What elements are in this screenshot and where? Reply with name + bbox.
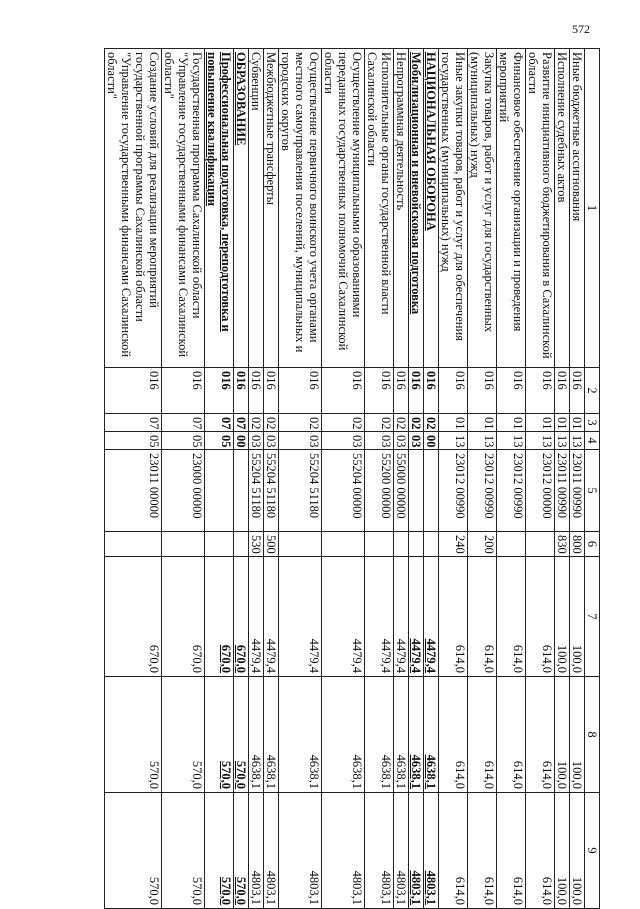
table-row xyxy=(264,49,279,909)
table-row xyxy=(555,49,570,909)
amount-year3-cell: 4803,1 xyxy=(424,793,439,909)
target-article-cell xyxy=(234,450,249,532)
amount-year2-cell: 4638,1 xyxy=(322,677,365,793)
amount-year3-cell: 570,0 xyxy=(105,793,162,909)
amount-year2-cell: 570,0 xyxy=(234,677,249,793)
subsection-cell: 03 xyxy=(365,432,394,450)
expense-type-cell: 530 xyxy=(249,532,264,557)
row-name-cell: Исполнительные органы государственной власти Сахалинской области xyxy=(365,49,394,368)
table-row xyxy=(365,49,394,909)
expense-type-cell xyxy=(162,532,205,557)
row-name-cell: Непрограммная деятельность xyxy=(394,49,409,368)
gov-code-cell: 016 xyxy=(555,368,570,414)
header-cell: 9 xyxy=(585,793,600,909)
row-name-cell: Мобилизационная и вневойсковая подготовка xyxy=(409,49,424,368)
target-article-cell: 23012 00990 xyxy=(497,450,526,532)
section-cell: 01 xyxy=(497,414,526,432)
target-article-cell: 23012 00990 xyxy=(468,450,497,532)
header-cell: 4 xyxy=(585,432,600,450)
target-article-cell: 23012 00000 xyxy=(526,450,555,532)
subsection-cell: 13 xyxy=(570,432,585,450)
table-row xyxy=(409,49,424,909)
expense-type-cell: 240 xyxy=(439,532,468,557)
gov-code-cell: 016 xyxy=(570,368,585,414)
amount-year1-cell: 614,0 xyxy=(468,557,497,677)
target-article-cell xyxy=(205,450,234,532)
expense-type-cell: 800 xyxy=(570,532,585,557)
table-row xyxy=(249,49,264,909)
expense-type-cell xyxy=(409,532,424,557)
subsection-cell: 13 xyxy=(555,432,570,450)
section-cell: 02 xyxy=(249,414,264,432)
target-article-cell: 55204 51180 xyxy=(264,450,279,532)
row-name-cell: Профессиональная подготовка, переподготовка и повышение квалификации xyxy=(205,49,234,368)
gov-code-cell: 016 xyxy=(264,368,279,414)
table-row xyxy=(105,49,162,909)
gov-code-cell: 016 xyxy=(468,368,497,414)
amount-year3-cell: 570,0 xyxy=(162,793,205,909)
row-name-cell: Субвенции xyxy=(249,49,264,368)
target-article-cell: 23000 00000 xyxy=(162,450,205,532)
target-article-cell: 23012 00990 xyxy=(439,450,468,532)
amount-year2-cell: 4638,1 xyxy=(279,677,322,793)
row-name-cell: Осуществление муниципальными образованиями переданных государственных полномочий Сахалинской области xyxy=(322,49,365,368)
amount-year1-cell: 4479,4 xyxy=(424,557,439,677)
row-name-cell: Межбюджетные трансферты xyxy=(264,49,279,368)
table-row xyxy=(162,49,205,909)
target-article-cell: 23011 00990 xyxy=(570,450,585,532)
amount-year1-cell: 4479,4 xyxy=(394,557,409,677)
table-row xyxy=(468,49,497,909)
subsection-cell: 03 xyxy=(264,432,279,450)
row-name-cell: Государственная программа Сахалинской области "Управление государственными финансами Сахалинской области" xyxy=(162,49,205,368)
amount-year3-cell: 570,0 xyxy=(205,793,234,909)
table-row xyxy=(424,49,439,909)
amount-year3-cell: 100,0 xyxy=(570,793,585,909)
rotated-page-content xyxy=(70,48,600,908)
target-article-cell xyxy=(409,450,424,532)
subsection-cell: 03 xyxy=(409,432,424,450)
subsection-cell: 13 xyxy=(497,432,526,450)
section-cell: 07 xyxy=(205,414,234,432)
table-row xyxy=(570,49,585,909)
table-row xyxy=(497,49,526,909)
amount-year1-cell: 4479,4 xyxy=(365,557,394,677)
expense-type-cell xyxy=(105,532,162,557)
gov-code-cell: 016 xyxy=(424,368,439,414)
header-cell: 1 xyxy=(585,49,600,368)
amount-year3-cell: 614,0 xyxy=(468,793,497,909)
row-name-cell: Создание условий для реализации мероприятий государственной программы Сахалинской области "Управление государственными финансами Сахалинской области" xyxy=(105,49,162,368)
section-cell: 02 xyxy=(365,414,394,432)
amount-year3-cell: 4803,1 xyxy=(365,793,394,909)
gov-code-cell: 016 xyxy=(205,368,234,414)
expense-type-cell xyxy=(234,532,249,557)
budget-table xyxy=(104,48,600,909)
header-cell: 6 xyxy=(585,532,600,557)
subsection-cell: 13 xyxy=(526,432,555,450)
expense-type-cell xyxy=(205,532,234,557)
row-name-cell: НАЦИОНАЛЬНАЯ ОБОРОНА xyxy=(424,49,439,368)
amount-year2-cell: 614,0 xyxy=(468,677,497,793)
target-article-cell: 23011 00000 xyxy=(105,450,162,532)
amount-year3-cell: 614,0 xyxy=(497,793,526,909)
header-cell: 7 xyxy=(585,557,600,677)
expense-type-cell xyxy=(497,532,526,557)
target-article-cell xyxy=(424,450,439,532)
expense-type-cell xyxy=(424,532,439,557)
table-row xyxy=(234,49,249,909)
section-cell: 07 xyxy=(162,414,205,432)
header-cell: 5 xyxy=(585,450,600,532)
gov-code-cell: 016 xyxy=(249,368,264,414)
amount-year2-cell: 614,0 xyxy=(526,677,555,793)
table-row xyxy=(205,49,234,909)
section-cell: 01 xyxy=(570,414,585,432)
expense-type-cell: 830 xyxy=(555,532,570,557)
expense-type-cell: 200 xyxy=(468,532,497,557)
amount-year1-cell: 670,0 xyxy=(205,557,234,677)
amount-year3-cell: 614,0 xyxy=(439,793,468,909)
amount-year3-cell: 100,0 xyxy=(555,793,570,909)
amount-year2-cell: 4638,1 xyxy=(394,677,409,793)
expense-type-cell: 500 xyxy=(264,532,279,557)
header-cell: 2 xyxy=(585,368,600,414)
amount-year1-cell: 100,0 xyxy=(555,557,570,677)
amount-year1-cell: 670,0 xyxy=(105,557,162,677)
amount-year2-cell: 570,0 xyxy=(205,677,234,793)
subsection-cell: 00 xyxy=(424,432,439,450)
amount-year1-cell: 4479,4 xyxy=(279,557,322,677)
section-cell: 01 xyxy=(468,414,497,432)
row-name-cell: Финансовое обеспечение организации и проведения мероприятий xyxy=(497,49,526,368)
amount-year1-cell: 4479,4 xyxy=(264,557,279,677)
section-cell: 01 xyxy=(555,414,570,432)
table-row xyxy=(322,49,365,909)
gov-code-cell: 016 xyxy=(234,368,249,414)
row-name-cell: Иные закупки товаров, работ и услуг для обеспечения государственных (муниципальных) нужд xyxy=(439,49,468,368)
amount-year2-cell: 4638,1 xyxy=(424,677,439,793)
table-body xyxy=(105,49,585,909)
subsection-cell: 05 xyxy=(162,432,205,450)
amount-year3-cell: 570,0 xyxy=(234,793,249,909)
amount-year1-cell: 614,0 xyxy=(497,557,526,677)
section-cell: 01 xyxy=(439,414,468,432)
table-row xyxy=(394,49,409,909)
row-name-cell: Исполнение судебных актов xyxy=(555,49,570,368)
amount-year2-cell: 570,0 xyxy=(105,677,162,793)
section-cell: 02 xyxy=(322,414,365,432)
amount-year3-cell: 614,0 xyxy=(526,793,555,909)
gov-code-cell: 016 xyxy=(394,368,409,414)
gov-code-cell: 016 xyxy=(365,368,394,414)
target-article-cell: 55204 51180 xyxy=(279,450,322,532)
amount-year2-cell: 4638,1 xyxy=(365,677,394,793)
amount-year1-cell: 4479,4 xyxy=(409,557,424,677)
amount-year1-cell: 4479,4 xyxy=(322,557,365,677)
header-cell: 8 xyxy=(585,677,600,793)
amount-year3-cell: 4803,1 xyxy=(279,793,322,909)
subsection-cell: 05 xyxy=(105,432,162,450)
section-cell: 02 xyxy=(424,414,439,432)
target-article-cell: 55204 51180 xyxy=(249,450,264,532)
subsection-cell: 13 xyxy=(439,432,468,450)
table-row xyxy=(526,49,555,909)
column-number-header xyxy=(585,49,600,909)
amount-year3-cell: 4803,1 xyxy=(249,793,264,909)
gov-code-cell: 016 xyxy=(526,368,555,414)
subsection-cell: 03 xyxy=(249,432,264,450)
amount-year1-cell: 670,0 xyxy=(162,557,205,677)
gov-code-cell: 016 xyxy=(162,368,205,414)
amount-year2-cell: 570,0 xyxy=(162,677,205,793)
amount-year2-cell: 614,0 xyxy=(497,677,526,793)
row-name-cell: Развитие инициативного бюджетирования в Сахалинской области xyxy=(526,49,555,368)
expense-type-cell xyxy=(279,532,322,557)
expense-type-cell xyxy=(526,532,555,557)
target-article-cell: 55000 00000 xyxy=(394,450,409,532)
row-name-cell: Иные бюджетные ассигнования xyxy=(570,49,585,368)
subsection-cell: 03 xyxy=(322,432,365,450)
table-row xyxy=(279,49,322,909)
gov-code-cell: 016 xyxy=(497,368,526,414)
amount-year1-cell: 4479,4 xyxy=(249,557,264,677)
amount-year1-cell: 614,0 xyxy=(526,557,555,677)
subsection-cell: 03 xyxy=(394,432,409,450)
subsection-cell: 03 xyxy=(279,432,322,450)
header-cell: 3 xyxy=(585,414,600,432)
amount-year2-cell: 100,0 xyxy=(570,677,585,793)
section-cell: 02 xyxy=(279,414,322,432)
row-name-cell: Закупка товаров, работ и услуг для государственных (муниципальных) нужд xyxy=(468,49,497,368)
section-cell: 02 xyxy=(409,414,424,432)
section-cell: 07 xyxy=(105,414,162,432)
amount-year2-cell: 4638,1 xyxy=(409,677,424,793)
gov-code-cell: 016 xyxy=(105,368,162,414)
amount-year3-cell: 4803,1 xyxy=(322,793,365,909)
subsection-cell: 13 xyxy=(468,432,497,450)
section-cell: 02 xyxy=(264,414,279,432)
amount-year2-cell: 4638,1 xyxy=(264,677,279,793)
gov-code-cell: 016 xyxy=(409,368,424,414)
page-number: 572 xyxy=(572,22,590,36)
amount-year1-cell: 670,0 xyxy=(234,557,249,677)
amount-year3-cell: 4803,1 xyxy=(409,793,424,909)
expense-type-cell xyxy=(365,532,394,557)
amount-year2-cell: 100,0 xyxy=(555,677,570,793)
section-cell: 01 xyxy=(526,414,555,432)
subsection-cell: 00 xyxy=(234,432,249,450)
gov-code-cell: 016 xyxy=(279,368,322,414)
amount-year1-cell: 100,0 xyxy=(570,557,585,677)
section-cell: 02 xyxy=(394,414,409,432)
target-article-cell: 55200 00000 xyxy=(365,450,394,532)
expense-type-cell xyxy=(322,532,365,557)
amount-year2-cell: 614,0 xyxy=(439,677,468,793)
table-row xyxy=(439,49,468,909)
expense-type-cell xyxy=(394,532,409,557)
target-article-cell: 23011 00990 xyxy=(555,450,570,532)
gov-code-cell: 016 xyxy=(439,368,468,414)
amount-year1-cell: 614,0 xyxy=(439,557,468,677)
row-name-cell: ОБРАЗОВАНИЕ xyxy=(234,49,249,368)
amount-year2-cell: 4638,1 xyxy=(249,677,264,793)
amount-year3-cell: 4803,1 xyxy=(264,793,279,909)
section-cell: 07 xyxy=(234,414,249,432)
target-article-cell: 55204 00000 xyxy=(322,450,365,532)
subsection-cell: 05 xyxy=(205,432,234,450)
row-name-cell: Осуществление первичного воинского учета органами местного самоуправления поселений, муниципальных и городских округов xyxy=(279,49,322,368)
amount-year3-cell: 4803,1 xyxy=(394,793,409,909)
gov-code-cell: 016 xyxy=(322,368,365,414)
